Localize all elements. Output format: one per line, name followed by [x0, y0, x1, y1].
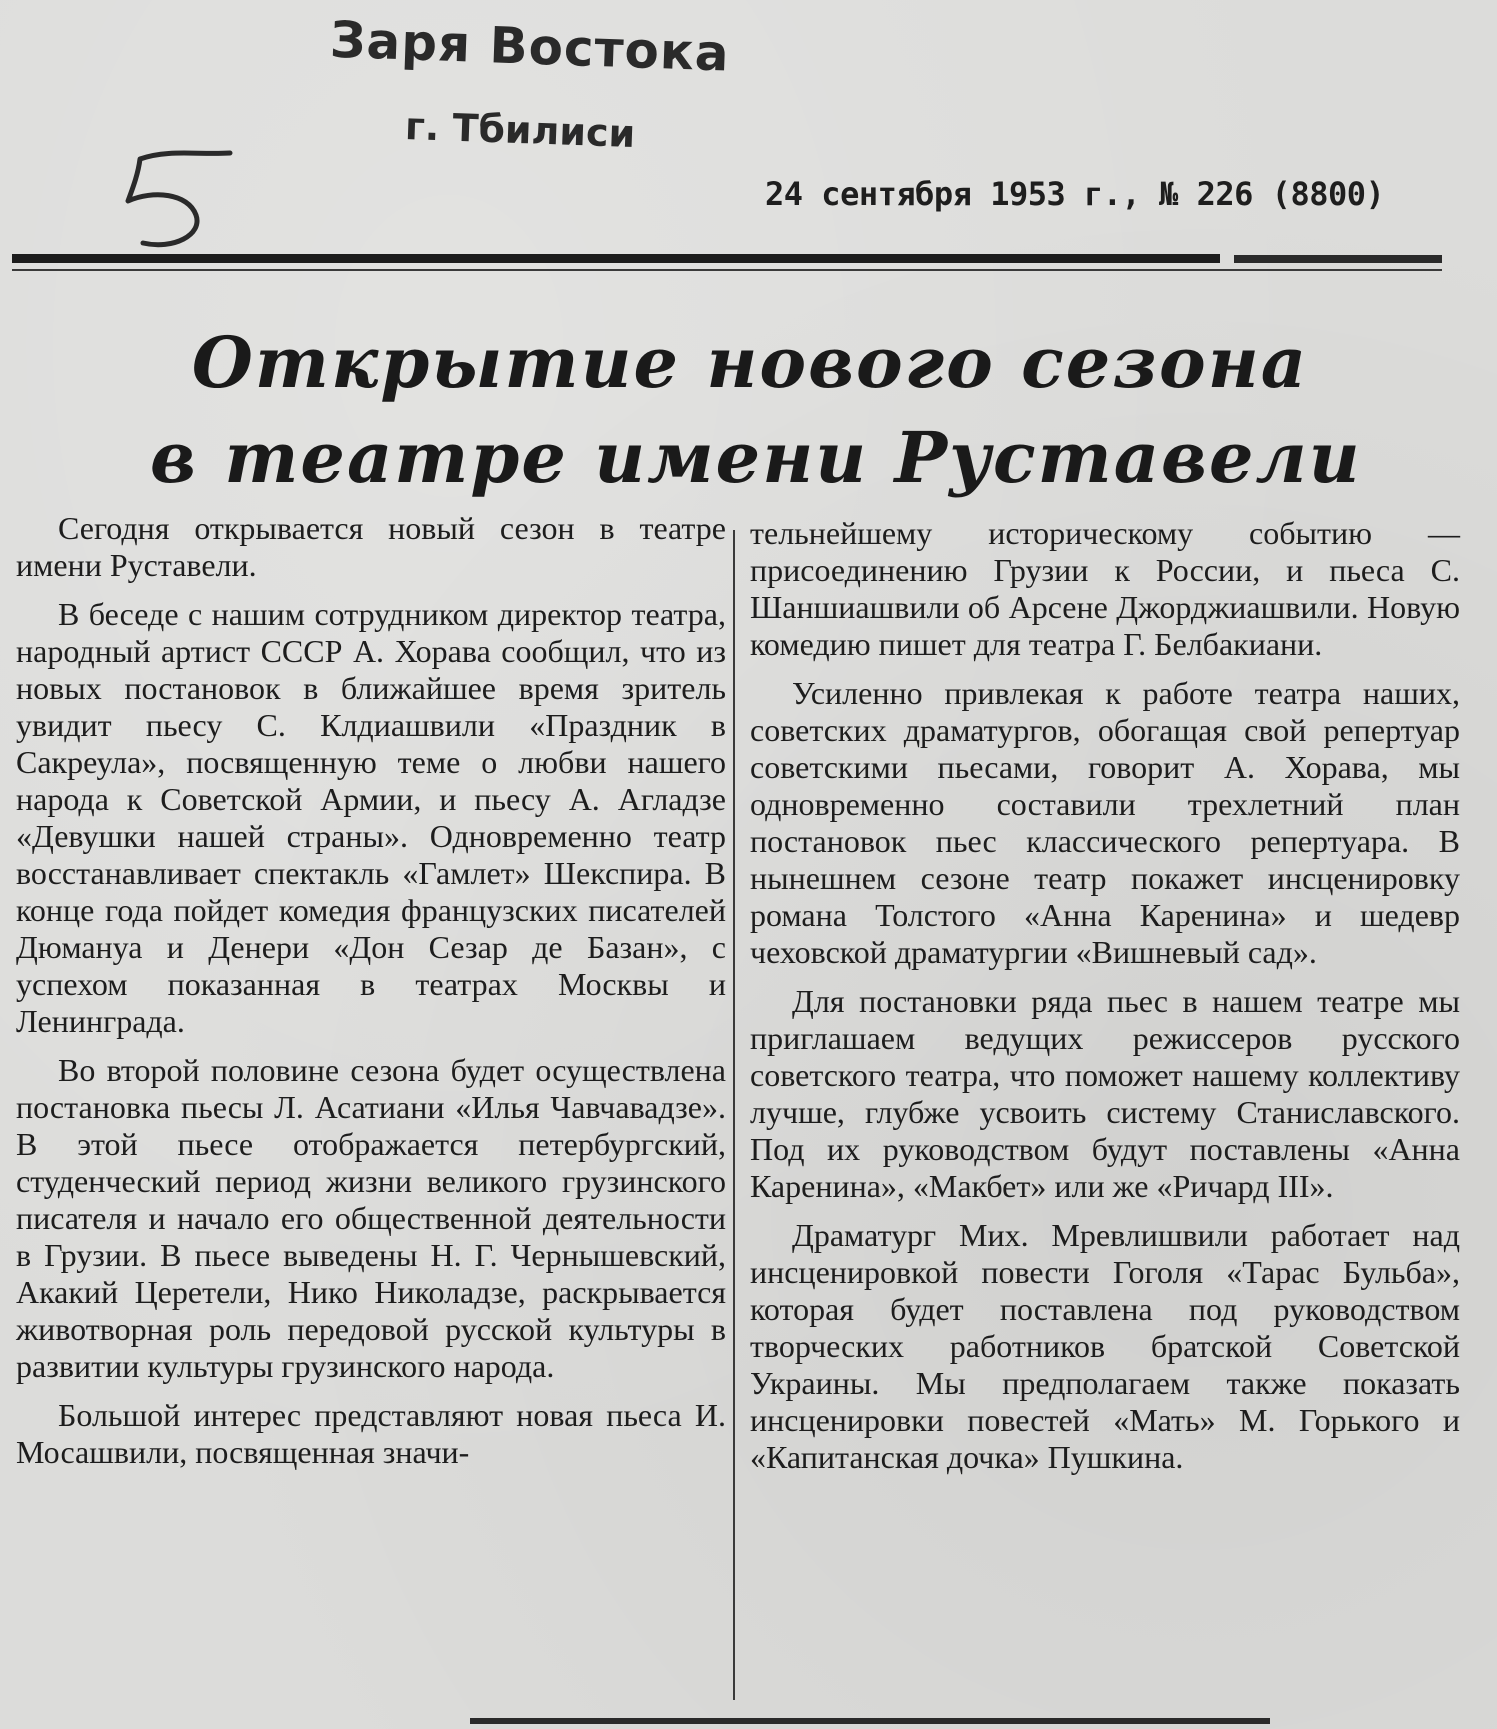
header-rule-thin: [12, 269, 1442, 271]
issue-date-number: 24 сентября 1953 г., № 226 (8800): [765, 175, 1385, 213]
city-stamp: г. Тбилиси: [404, 103, 636, 157]
newspaper-name-stamp: Заря Востока: [329, 10, 731, 83]
handwritten-page-number: [118, 135, 238, 255]
header-rule-right: [1234, 255, 1442, 263]
article-column-right: [750, 515, 1460, 1488]
paragraph: тельнейшему историческому событию — присоединению Грузии к России, и пьеса С. Шаншиашвили об Арсене Джорджиашвили. Новую комедию пишет для театра Г. Белбакиани.: [750, 515, 1460, 662]
paragraph: Усиленно привлекая к работе театра наших, советских драматургов, обогащая свой репертуар советскими пьесами, говорит А. Хорава, мы одновременно составили трехлетний план постановок пьес классического репертуара. В нынешнем сезоне театр покажет инсценировку романа Толстого «Анна Каренина» и шедевр чеховской драматургии «Вишневый сад».: [750, 675, 1460, 970]
paragraph: Сегодня открывается новый сезон в театре имени Руставели.: [16, 510, 726, 583]
article-column-left: [16, 510, 726, 1483]
paragraph: Во второй половине сезона будет осуществлена постановка пьесы Л. Асатиани «Илья Чавчавадзе». В этой пьесе отображается петербургский, студенческий период жизни великого грузинского писателя и начало его общественной деятельности в Грузии. В пьесе выведены Н. Г. Чернышевский, Акакий Церетели, Нико Николадзе, раскрывается животворная роль передовой русской культуры в развитии культуры грузинского народа.: [16, 1052, 726, 1384]
paragraph: Большой интерес представляют новая пьеса И. Мосашвили, посвященная значи-: [16, 1397, 726, 1470]
paragraph: В беседе с нашим сотрудником директор театра, народный артист СССР А. Хорава сообщил, что из новых постановок в ближайшее время зритель увидит пьесу С. Клдиашвили «Праздник в Сакреула», посвященную теме о любви нашего народа к Советской Армии, и пьесу А. Агладзе «Девушки нашей страны». Одновременно театр восстанавливает спектакль «Гамлет» Шекспира. В конце года пойдет комедия французских писателей Дюмануа и Денери «Дон Сезар де Базан», с успехом показанная в театрах Москвы и Ленинграда.: [16, 596, 726, 1039]
headline-line-1: Открытие нового сезона: [191, 321, 1309, 404]
paragraph: Для постановки ряда пьес в нашем театре мы приглашаем ведущих режиссеров русского советского театра, что поможет нашему коллективу лучше, глубже усвоить систему Станиславского. Под их руководством будут поставлены «Анна Каренина», «Макбет» или же «Ричард III».: [750, 983, 1460, 1204]
bottom-rule: [470, 1718, 1270, 1724]
headline-line-2: в театре имени Руставели: [150, 416, 1362, 499]
article-headline: [150, 315, 1362, 505]
column-divider: [733, 530, 735, 1700]
header-rule: [12, 254, 1220, 263]
paragraph: Драматург Мих. Мревлишвили работает над инсценировкой повести Гоголя «Тарас Бульба», которая будет поставлена под руководством творческих работников братской Советской Украины. Мы предполагаем также показать инсценировки повестей «Мать» М. Горького и «Капитанская дочка» Пушкина.: [750, 1217, 1460, 1475]
